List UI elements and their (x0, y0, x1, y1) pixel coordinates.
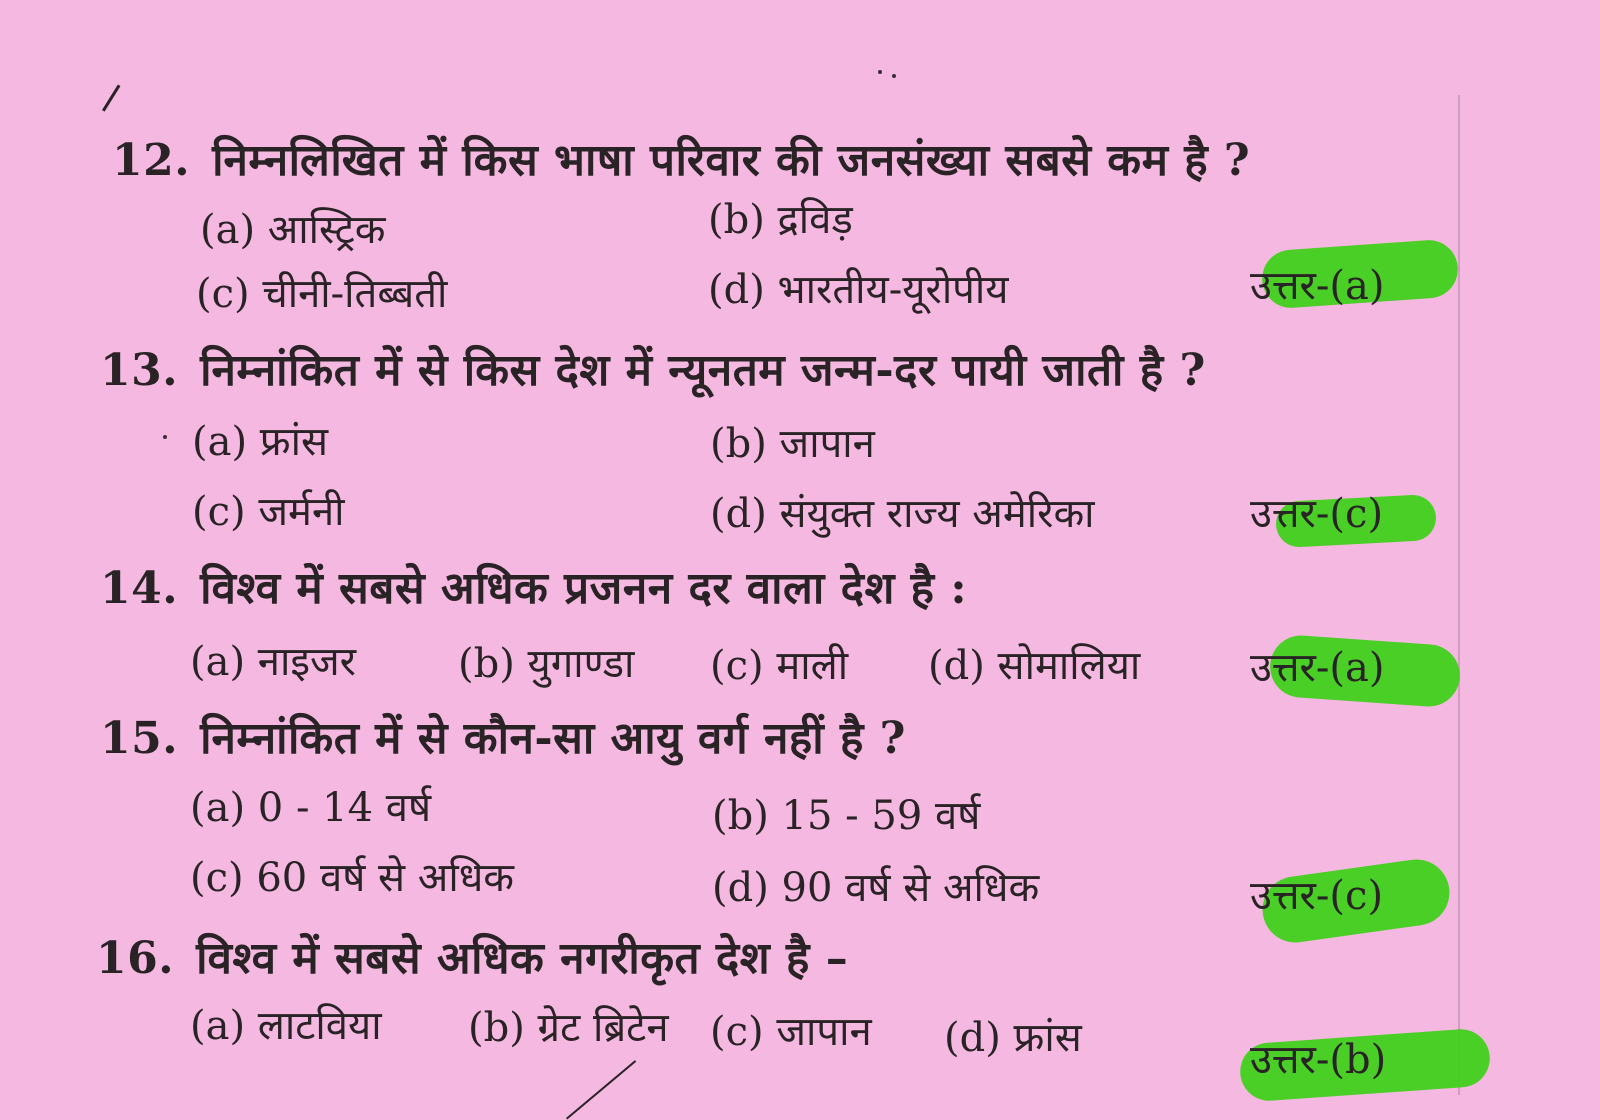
option-label: (b) (710, 421, 767, 467)
question-13 (100, 338, 1206, 398)
option-15-b (712, 786, 980, 841)
option-label: (d) (712, 865, 769, 911)
answer-12: उत्तर-(a) (1250, 263, 1385, 309)
speck (892, 74, 896, 78)
option-text: 0 - 14 वर्ष (257, 785, 432, 831)
option-text: युगाण्डा (527, 641, 635, 687)
option-text: चीनी-तिब्बती (262, 271, 448, 317)
option-text: 90 वर्ष से अधिक (781, 865, 1040, 911)
option-label: (c) (710, 1009, 764, 1055)
option-text: जर्मनी (258, 489, 345, 535)
option-text: द्रविड़ (777, 197, 853, 243)
option-label: (b) (458, 641, 515, 687)
option-label: (d) (708, 267, 765, 313)
question-text: निम्नलिखित में किस भाषा परिवार की जनसंख्या सबसे कम है ? (212, 135, 1251, 186)
question-12 (112, 128, 1250, 188)
question-16 (96, 926, 848, 986)
answer-14: उत्तर-(a) (1250, 645, 1385, 691)
answer-15: उत्तर-(c) (1250, 873, 1384, 919)
pen-mark (102, 85, 120, 112)
question-text: विश्व में सबसे अधिक नगरीकृत देश है – (196, 933, 849, 984)
question-text: विश्व में सबसे अधिक प्रजनन दर वाला देश है : (200, 563, 968, 614)
option-label: (c) (710, 643, 764, 689)
option-12-c (196, 264, 447, 319)
question-number: 12. (112, 135, 191, 186)
option-16-a (190, 996, 382, 1051)
question-text: निम्नांकित में से कौन-सा आयु वर्ग नहीं है ? (200, 713, 906, 764)
option-label: (b) (712, 793, 769, 839)
option-label: (d) (710, 491, 767, 537)
option-text: लाटविया (257, 1003, 382, 1049)
option-text: 60 वर्ष से अधिक (256, 855, 515, 901)
option-12-b (708, 190, 853, 245)
question-14 (100, 556, 967, 616)
option-15-a (190, 778, 431, 833)
option-text: 15 - 59 वर्ष (781, 793, 981, 839)
answer-16: उत्तर-(b) (1250, 1037, 1387, 1083)
option-text: भारतीय-यूरोपीय (777, 267, 1009, 313)
option-14-d (928, 636, 1140, 691)
question-15 (100, 706, 906, 766)
option-text: जापान (779, 421, 875, 467)
question-number: 13. (100, 345, 179, 396)
option-text: आस्ट्रिक (267, 207, 386, 253)
option-label: (c) (192, 489, 246, 535)
option-label: (d) (928, 643, 985, 689)
answer-13: उत्तर-(c) (1250, 491, 1384, 537)
option-text: नाइजर (257, 639, 357, 685)
page-edge-line (1458, 95, 1460, 1095)
option-text: संयुक्त राज्य अमेरिका (779, 491, 1095, 537)
option-13-b (710, 414, 875, 469)
option-13-c (192, 482, 345, 537)
option-text: फ्रांस (1013, 1015, 1082, 1061)
question-number: 16. (96, 933, 175, 984)
option-13-a (192, 412, 328, 467)
option-label: (b) (468, 1005, 525, 1051)
option-16-c (710, 1002, 872, 1057)
option-16-d (944, 1008, 1082, 1063)
option-12-a (200, 200, 385, 255)
option-label: (b) (708, 197, 765, 243)
option-12-d (708, 260, 1008, 315)
option-label: (c) (190, 855, 244, 901)
option-14-b (458, 634, 634, 689)
question-text: निम्नांकित में से किस देश में न्यूनतम जन्म-दर पायी जाती है ? (200, 345, 1206, 396)
option-label: (d) (944, 1015, 1001, 1061)
option-text: ग्रेट ब्रिटेन (537, 1005, 669, 1051)
option-text: फ्रांस (259, 419, 329, 465)
pen-mark (566, 1060, 636, 1119)
option-16-b (468, 998, 669, 1053)
option-label: (a) (190, 785, 246, 831)
option-label: (a) (200, 207, 256, 253)
speck (878, 70, 882, 74)
option-label: (c) (196, 271, 250, 317)
question-number: 15. (100, 713, 179, 764)
option-15-c (190, 848, 514, 903)
option-14-c (710, 636, 848, 691)
option-text: माली (776, 643, 849, 689)
option-text: जापान (776, 1009, 872, 1055)
option-13-d (710, 484, 1095, 539)
speck (163, 435, 167, 439)
option-label: (a) (190, 1003, 246, 1049)
question-number: 14. (100, 563, 179, 614)
option-15-d (712, 858, 1039, 913)
option-14-a (190, 632, 356, 687)
option-label: (a) (192, 419, 248, 465)
option-label: (a) (190, 639, 246, 685)
option-text: सोमालिया (997, 643, 1141, 689)
